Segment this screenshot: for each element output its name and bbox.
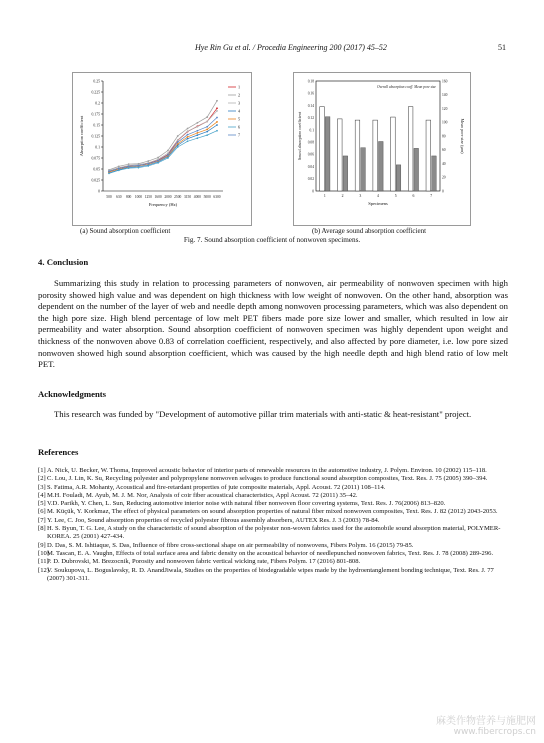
y-right-tick-label: 160 bbox=[442, 79, 448, 84]
data-point bbox=[187, 134, 189, 136]
series-line bbox=[109, 111, 217, 171]
data-point bbox=[128, 167, 130, 169]
data-point bbox=[187, 140, 189, 142]
subcaption-b: (b) Average sound absorption coefficient bbox=[312, 227, 427, 235]
subcaption-a: (a) Sound absorption coefficient bbox=[80, 227, 171, 235]
y-tick-label: 0.025 bbox=[91, 178, 100, 183]
y-tick-label: 0.175 bbox=[91, 112, 100, 117]
data-point bbox=[216, 110, 218, 112]
y-tick-label: 0.225 bbox=[91, 90, 100, 95]
y-left-tick-label: 0.02 bbox=[307, 177, 314, 182]
y-left-tick-label: 0 bbox=[312, 189, 314, 194]
reference-item: [5] V.D. Parikh, Y. Chen, L. Sun, Reducing automotive interior noise with natural fiber nonwoven floor covering systems, Text. Res. J. 76(2006) 813–820. bbox=[38, 500, 446, 508]
x-tick-label: 3150 bbox=[183, 195, 192, 199]
y-left-tick-label: 0.18 bbox=[307, 79, 314, 84]
y-right-tick-label: 0 bbox=[442, 189, 444, 194]
x-tick-label: 3 bbox=[359, 194, 362, 198]
data-point bbox=[177, 146, 179, 148]
data-point bbox=[206, 131, 208, 133]
y-right-tick-label: 60 bbox=[442, 148, 446, 153]
watermark-cn: 麻类作物营养与施肥网 bbox=[436, 716, 536, 727]
series-line bbox=[109, 118, 217, 172]
page-number: 51 bbox=[498, 43, 506, 52]
watermark bbox=[436, 712, 536, 737]
x-tick-label: 1000 bbox=[134, 195, 143, 199]
x-tick-label: 4000 bbox=[193, 195, 201, 199]
bar-pore-size bbox=[325, 117, 330, 191]
reference-item: [10] M. Tascan, E. A. Vaughn, Effects of total surface area and fabric density on the acoustical behavior of needlepunched nonwoven fabrics, Text. Res. J. 78 (2008) 289-296. bbox=[38, 549, 494, 557]
x-tick-label: 5 bbox=[394, 194, 397, 198]
data-point bbox=[206, 121, 208, 123]
y-tick-label: 0.2 bbox=[95, 101, 100, 106]
data-point bbox=[177, 139, 179, 141]
x-tick-label: 2 bbox=[341, 194, 344, 198]
data-point bbox=[196, 134, 198, 136]
data-point bbox=[128, 165, 130, 167]
reference-item: [11] P. D. Dubrovski, M. Brezocnik, Porosity and nonwoven fabric vertical wicking rate, Fibers Polym. 17 (2016) 801-808. bbox=[38, 558, 361, 566]
chart-sound-absorption-coefficient bbox=[72, 72, 252, 226]
legend-label: 2 bbox=[238, 92, 241, 98]
data-point bbox=[216, 121, 218, 123]
bar-absorption bbox=[337, 119, 342, 191]
data-point bbox=[187, 136, 189, 138]
legend-label: 6 bbox=[238, 124, 241, 130]
reference-item: [3] S. Fatima, A.R. Mohanty, Acoustical and fire-retardant properties of jute composite materials, Appl. Acoust. 72 (2011) 108–114. bbox=[38, 483, 386, 491]
data-point bbox=[216, 130, 218, 132]
bar-absorption bbox=[373, 120, 378, 191]
acknowledgments-paragraph: This research was funded by "Development of automotive pillar trim materials with anti-static & heat-resistant" project. bbox=[54, 409, 472, 419]
y-left-tick-label: 0.06 bbox=[307, 152, 314, 157]
data-point bbox=[138, 165, 140, 167]
bar-absorption bbox=[408, 107, 413, 191]
data-point bbox=[138, 167, 140, 169]
data-point bbox=[196, 122, 198, 124]
bar-pore-size bbox=[361, 148, 366, 191]
legend-label: 5 bbox=[238, 116, 241, 122]
y-axis-label: Absorption coefficient bbox=[79, 115, 84, 157]
data-point bbox=[216, 100, 218, 102]
data-point bbox=[187, 128, 189, 130]
series-line bbox=[109, 108, 217, 171]
data-point bbox=[187, 130, 189, 132]
legend-label: 4 bbox=[238, 108, 241, 114]
x-tick-label: 7 bbox=[430, 194, 433, 198]
data-point bbox=[147, 163, 149, 165]
y-right-tick-label: 120 bbox=[442, 106, 448, 111]
x-axis-label: Frequency (Hz) bbox=[148, 202, 178, 207]
reference-item: [2] C. Lou, J. Lin, K. Su, Recycling polyester and polypropylene nonwoven selvages to produce functional sound absorption composites, Text. Res. J. 75 (2005) 390–394. bbox=[38, 475, 488, 483]
x-tick-label: 6 bbox=[412, 194, 415, 198]
series-line bbox=[109, 125, 217, 173]
y-tick-label: 0.15 bbox=[93, 123, 100, 128]
bar-pore-size bbox=[396, 165, 401, 191]
y-tick-label: 0.125 bbox=[91, 134, 100, 139]
bar-absorption bbox=[320, 107, 325, 191]
x-tick-label: 6300 bbox=[213, 195, 221, 199]
x-tick-label: 1250 bbox=[144, 195, 152, 199]
reference-item: [6] M. Küçük, Y. Korkmaz, The effect of physical parameters on sound absorption properties of natural fiber mixed nonwoven composites, Text. Res. J. 82 (2012) 2043-2053. bbox=[38, 508, 498, 516]
y-tick-label: 0.05 bbox=[93, 167, 100, 172]
legend-label: 1 bbox=[238, 84, 241, 90]
data-point bbox=[177, 141, 179, 143]
y-tick-label: 0.25 bbox=[93, 79, 100, 84]
y-tick-label: 0 bbox=[98, 189, 100, 194]
journal-citation: Hye Rin Gu et al. / Procedia Engineering 200 (2017) 45–52 bbox=[195, 43, 387, 52]
y-left-tick-label: 0.16 bbox=[307, 91, 314, 96]
y-right-tick-label: 40 bbox=[442, 161, 446, 166]
reference-item: [8] H. S. Byun, T. G. Lee, A study on the characteristic of sound absorption of the polyester non-woven fabrics used for the automobile sound absorption material, POLYMER-KOREA. 25 (2001) 427-434. bbox=[38, 525, 501, 541]
y-left-tick-label: 0.04 bbox=[307, 164, 314, 169]
y-right-tick-label: 100 bbox=[442, 120, 448, 125]
reference-list bbox=[38, 467, 508, 583]
bar-pore-size bbox=[343, 156, 348, 191]
line-chart bbox=[73, 73, 251, 225]
acknowledgments-heading: Acknowledgments bbox=[38, 389, 107, 399]
y-tick-label: 0.1 bbox=[95, 145, 100, 150]
y-right-tick-label: 20 bbox=[442, 175, 446, 180]
data-point bbox=[167, 157, 169, 159]
bar-absorption bbox=[355, 120, 360, 191]
bar-chart bbox=[294, 73, 470, 225]
x-tick-label: 2500 bbox=[174, 195, 182, 199]
legend-label: 7 bbox=[238, 132, 241, 138]
bar-pore-size bbox=[379, 142, 384, 192]
y-left-tick-label: 0.14 bbox=[307, 103, 314, 108]
data-point bbox=[157, 162, 159, 164]
legend-label: 3 bbox=[238, 100, 241, 106]
data-point bbox=[216, 124, 218, 126]
data-point bbox=[216, 117, 218, 119]
y-left-axis-label: Sound absorption coefficient bbox=[297, 111, 302, 161]
data-point bbox=[147, 160, 149, 162]
x-tick-label: 2000 bbox=[164, 195, 172, 199]
data-point bbox=[216, 107, 218, 109]
x-tick-label: 1600 bbox=[154, 195, 162, 199]
x-tick-label: 1 bbox=[323, 194, 326, 198]
data-point bbox=[177, 135, 179, 137]
bar-pore-size bbox=[414, 148, 419, 191]
data-point bbox=[118, 169, 120, 171]
data-point bbox=[206, 116, 208, 118]
plot-frame bbox=[316, 81, 440, 191]
reference-item: [12] V. Soukupova, L. Boguslavsky, R. D. AnandJiwala, Studies on the properties of biodegradable wipes made by the hydroentanglement bonding technique, Text. Res. J. 77 (2007) 301-311. bbox=[38, 566, 494, 582]
x-axis-label: Specimens bbox=[368, 201, 388, 206]
bar-absorption bbox=[426, 120, 431, 191]
data-point bbox=[108, 173, 110, 175]
bar-pore-size bbox=[432, 156, 437, 191]
x-tick-label: 500 bbox=[106, 195, 112, 199]
y-left-tick-label: 0.1 bbox=[309, 128, 314, 133]
data-point bbox=[206, 126, 208, 128]
x-tick-label: 630 bbox=[116, 195, 122, 199]
data-point bbox=[206, 129, 208, 131]
y-right-axis-label: Mean pore size (µm) bbox=[460, 118, 465, 154]
data-point bbox=[196, 130, 198, 132]
data-point bbox=[167, 154, 169, 156]
figure-caption: Fig. 7. Sound absorption coefficient of nonwoven specimens. bbox=[183, 236, 361, 244]
data-point bbox=[108, 170, 110, 172]
legend-label: Overall absorption coeff. Mean pore size bbox=[377, 85, 436, 89]
data-point bbox=[157, 160, 159, 162]
y-right-tick-label: 140 bbox=[442, 93, 448, 98]
data-point bbox=[157, 157, 159, 159]
conclusion-heading: 4. Conclusion bbox=[38, 257, 89, 267]
x-tick-label: 800 bbox=[125, 195, 132, 199]
y-left-tick-label: 0.12 bbox=[307, 116, 314, 121]
x-tick-label: 4 bbox=[377, 194, 379, 198]
chart-average-sound-absorption bbox=[293, 72, 471, 226]
data-point bbox=[196, 137, 198, 139]
bar-absorption bbox=[391, 117, 396, 191]
y-right-tick-label: 80 bbox=[442, 134, 446, 139]
data-point bbox=[206, 134, 208, 136]
data-point bbox=[167, 150, 169, 152]
data-point bbox=[147, 165, 149, 167]
data-point bbox=[196, 126, 198, 128]
x-tick-label: 5000 bbox=[203, 195, 211, 199]
y-tick-label: 0.075 bbox=[91, 156, 100, 161]
reference-item: [9] D. Das, S. M. Ishtiaque, S. Das, Influence of fibre cross-sectional shape on air permeability of nonwovens, Fibers Polym. 16 (2015) 79-85. bbox=[38, 541, 414, 549]
watermark-url: www.fibercrops.cn bbox=[453, 727, 536, 737]
references-heading: References bbox=[38, 447, 79, 457]
data-point bbox=[187, 138, 189, 140]
conclusion-paragraph: Summarizing this study in relation to processing parameters of nonwoven, air permeability of nonwoven specimen with high porosity showed high value and was dependent on high thickness with low weight of nonwoven. On the other hand, absorption was dependent on the number of the layer of web and needle depth among nonwoven processing parameters, which was also dependent on the high pore size. High blend percentage of low melt PET fibers made pore size lower and smaller, which resulted in low air permeability and water absorption. Sound absorption coefficient of nonwoven specimen was highly dependent upon weight and thickness of the nonwoven above 0.83 of correlation coefficient, respectively, and also affected by pore diameter, i.e. low pore sized nonwoven showed high sound absorption coefficient, which was caused by the high needle depth and high blend ratio of low melt PET. bbox=[38, 278, 508, 370]
reference-item: [4] M.H. Fouladi, M. Ayub, M. J. M. Nor, Analysis of coir fiber acoustical characteristics, Appl Acoust. 72 (2011) 35–42. bbox=[38, 491, 358, 499]
data-point bbox=[118, 168, 120, 170]
data-point bbox=[196, 132, 198, 134]
reference-item: [1] A. Nick, U. Becker, W. Thoma, Improved acoustic behavior of interior parts of renewable resources in the automotive industry, J. Polym. Environ. 10 (2002) 115–118. bbox=[38, 467, 487, 474]
reference-item: [7] Y. Lee, C. Joo, Sound absorption properties of recycled polyester fibrous assembly absorbers, AUTEX Res. J. 3 (2003) 78-84. bbox=[38, 516, 380, 524]
y-left-tick-label: 0.08 bbox=[307, 140, 314, 145]
